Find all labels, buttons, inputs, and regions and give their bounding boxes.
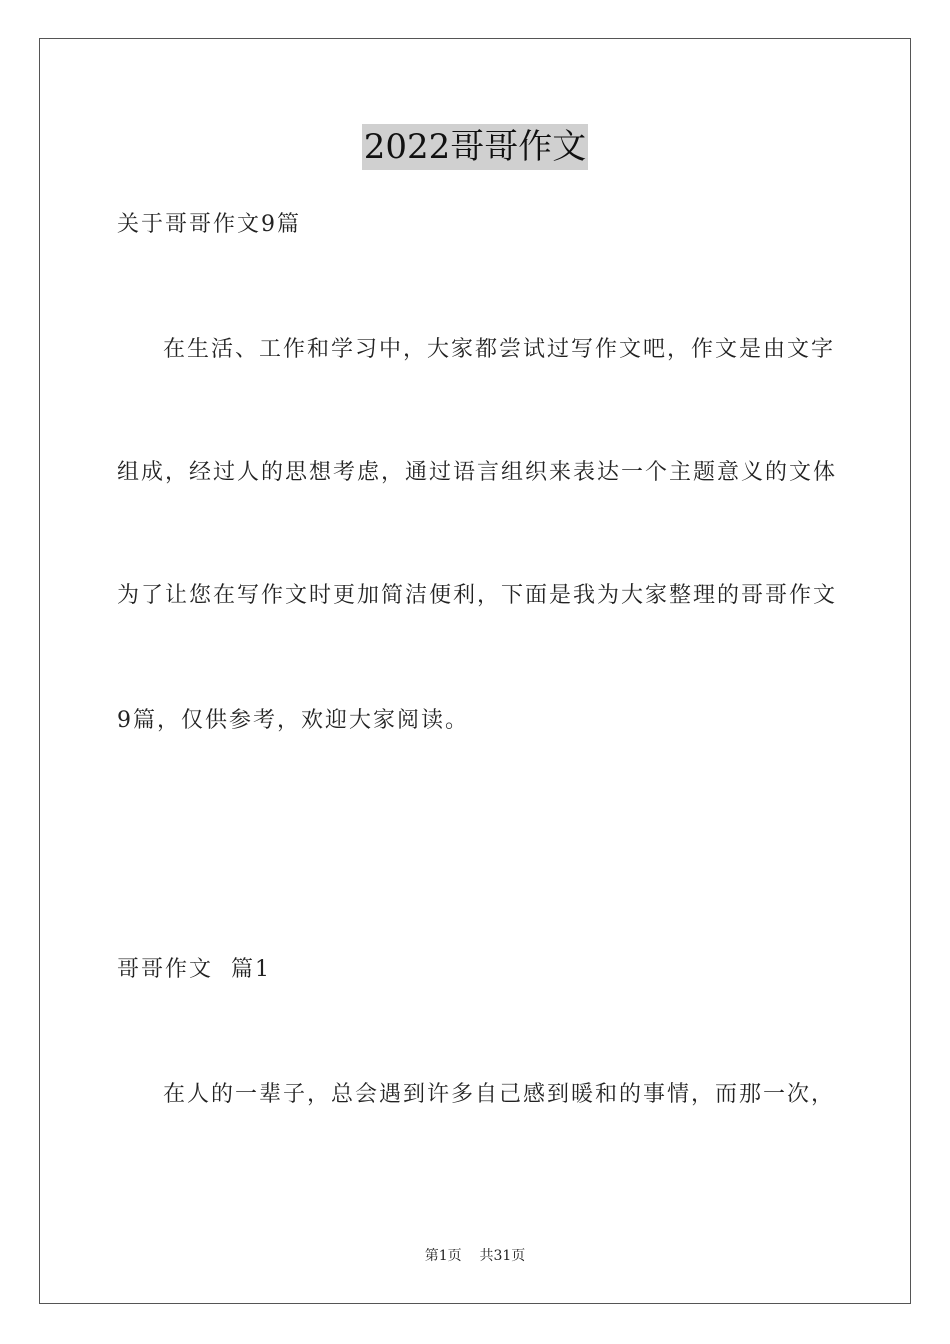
title-wrapper <box>0 124 950 170</box>
document-title: 2022哥哥作文 <box>362 124 589 170</box>
page-footer: 第1页 共31页 <box>424 1248 526 1264</box>
intro-paragraph-line: 9篇，仅供参考，欢迎大家阅读。 <box>117 708 469 733</box>
section-paragraph-line: 在人的一辈子，总会遇到许多自己感到暖和的事情，而那一次， <box>163 1082 836 1107</box>
intro-paragraph-line: 为了让您在写作文时更加简洁便利，下面是我为大家整理的哥哥作文 <box>117 583 838 608</box>
intro-paragraph-line: 在生活、工作和学习中，大家都尝试过写作文吧，作文是由文字 <box>163 337 836 362</box>
intro-paragraph-line: 组成，经过人的思想考虑，通过语言组织来表达一个主题意义的文体 <box>117 460 838 485</box>
section-heading: 哥哥作文 篇1 <box>117 957 271 982</box>
document-subtitle: 关于哥哥作文9篇 <box>117 212 301 237</box>
